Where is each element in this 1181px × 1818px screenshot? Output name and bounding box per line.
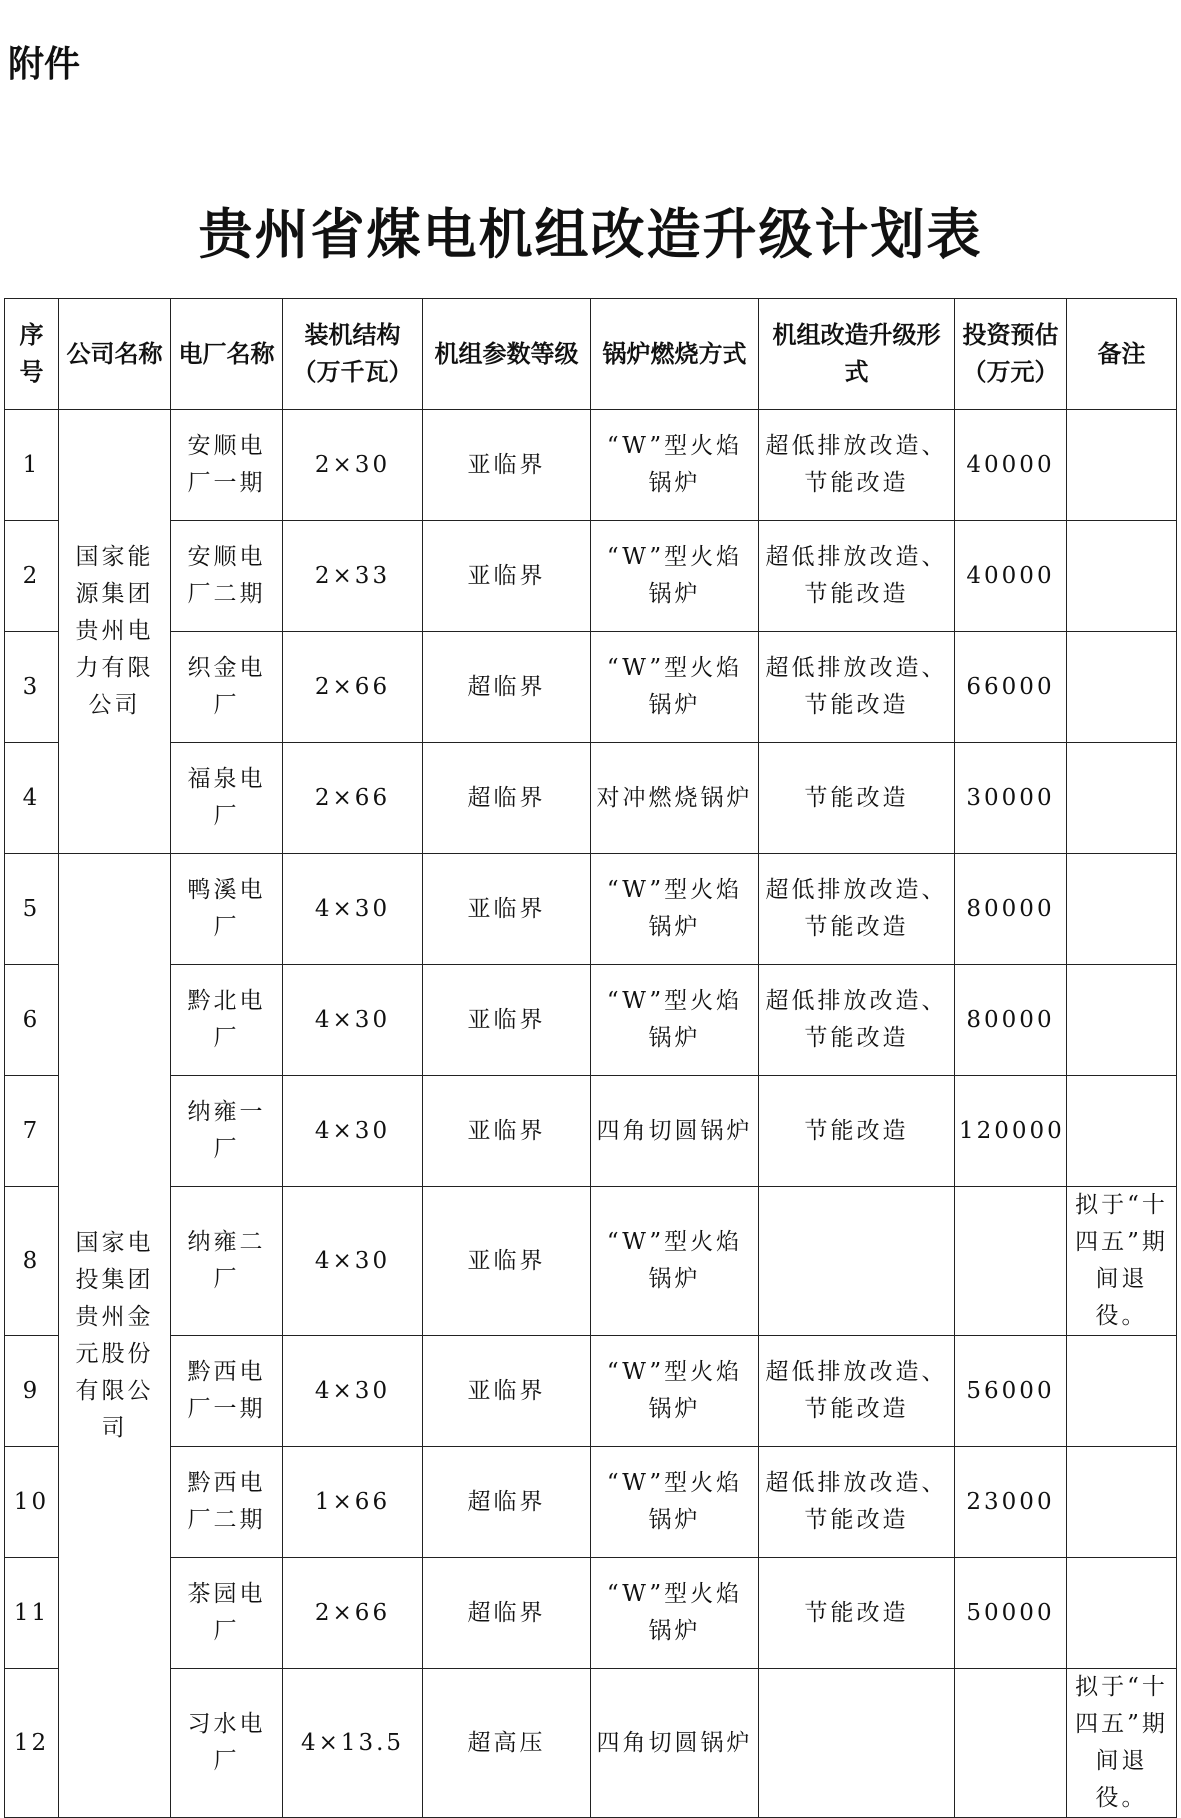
- cell-invest: 80000: [955, 854, 1067, 965]
- cell-boiler: “W”型火焰锅炉: [591, 632, 759, 743]
- cell-invest: 23000: [955, 1447, 1067, 1558]
- table-row: [5, 854, 1177, 965]
- cell-upgrade: 节能改造: [759, 743, 955, 854]
- cell-invest: 56000: [955, 1336, 1067, 1447]
- cell-note: [1067, 410, 1177, 521]
- table-row: [5, 521, 1177, 632]
- cell-capacity: 2×66: [283, 632, 423, 743]
- cell-boiler: “W”型火焰锅炉: [591, 1187, 759, 1336]
- header-row: [5, 299, 1177, 410]
- table-row: [5, 1669, 1177, 1818]
- cell-boiler: “W”型火焰锅炉: [591, 854, 759, 965]
- cell-param: 超临界: [423, 1447, 591, 1558]
- cell-upgrade: 超低排放改造、节能改造: [759, 854, 955, 965]
- cell-note: [1067, 521, 1177, 632]
- cell-param: 超高压: [423, 1669, 591, 1818]
- plan-table: [4, 298, 1177, 1818]
- cell-plant: 黔西电厂二期: [171, 1447, 283, 1558]
- header-plant: 电厂名称: [171, 299, 283, 410]
- cell-boiler: “W”型火焰锅炉: [591, 1558, 759, 1669]
- cell-boiler: “W”型火焰锅炉: [591, 1447, 759, 1558]
- cell-invest: 66000: [955, 632, 1067, 743]
- cell-seq: 4: [5, 743, 59, 854]
- cell-upgrade: 超低排放改造、节能改造: [759, 632, 955, 743]
- cell-note: [1067, 1447, 1177, 1558]
- cell-param: 超临界: [423, 743, 591, 854]
- cell-note: [1067, 743, 1177, 854]
- cell-plant: 安顺电厂一期: [171, 410, 283, 521]
- cell-capacity: 2×66: [283, 743, 423, 854]
- cell-invest: 30000: [955, 743, 1067, 854]
- header-capacity: 装机结构（万千瓦）: [283, 299, 423, 410]
- cell-capacity: 2×33: [283, 521, 423, 632]
- cell-company: 国家电投集团贵州金元股份有限公司: [59, 854, 171, 1818]
- cell-seq: 8: [5, 1187, 59, 1336]
- cell-boiler: “W”型火焰锅炉: [591, 965, 759, 1076]
- cell-invest: 40000: [955, 521, 1067, 632]
- cell-note: 拟于“十四五”期间退役。: [1067, 1669, 1177, 1818]
- table-row: [5, 1558, 1177, 1669]
- header-upgrade: 机组改造升级形式: [759, 299, 955, 410]
- cell-capacity: 4×30: [283, 1076, 423, 1187]
- cell-seq: 1: [5, 410, 59, 521]
- cell-plant: 福泉电厂: [171, 743, 283, 854]
- cell-invest: [955, 1187, 1067, 1336]
- cell-invest: 80000: [955, 965, 1067, 1076]
- cell-plant: 纳雍二厂: [171, 1187, 283, 1336]
- cell-seq: 5: [5, 854, 59, 965]
- cell-plant: 茶园电厂: [171, 1558, 283, 1669]
- cell-note: [1067, 632, 1177, 743]
- cell-capacity: 4×13.5: [283, 1669, 423, 1818]
- table-row: [5, 965, 1177, 1076]
- cell-note: [1067, 854, 1177, 965]
- cell-plant: 织金电厂: [171, 632, 283, 743]
- cell-upgrade: [759, 1187, 955, 1336]
- page-title: 贵州省煤电机组改造升级计划表: [198, 202, 983, 266]
- cell-upgrade: 节能改造: [759, 1076, 955, 1187]
- cell-company: 国家能源集团贵州电力有限公司: [59, 410, 171, 854]
- cell-upgrade: 超低排放改造、节能改造: [759, 521, 955, 632]
- cell-boiler: “W”型火焰锅炉: [591, 1336, 759, 1447]
- cell-boiler: “W”型火焰锅炉: [591, 521, 759, 632]
- cell-note: [1067, 1336, 1177, 1447]
- cell-param: 亚临界: [423, 1336, 591, 1447]
- cell-capacity: 1×66: [283, 1447, 423, 1558]
- cell-param: 亚临界: [423, 1187, 591, 1336]
- cell-upgrade: 超低排放改造、节能改造: [759, 410, 955, 521]
- cell-note: [1067, 1076, 1177, 1187]
- cell-capacity: 4×30: [283, 965, 423, 1076]
- cell-upgrade: 节能改造: [759, 1558, 955, 1669]
- cell-plant: 习水电厂: [171, 1669, 283, 1818]
- table-row: [5, 410, 1177, 521]
- cell-param: 亚临界: [423, 521, 591, 632]
- cell-seq: 2: [5, 521, 59, 632]
- cell-param: 亚临界: [423, 1076, 591, 1187]
- table-row: [5, 743, 1177, 854]
- cell-invest: 50000: [955, 1558, 1067, 1669]
- cell-boiler: 四角切圆锅炉: [591, 1669, 759, 1818]
- header-note: 备注: [1067, 299, 1177, 410]
- cell-plant: 鸭溪电厂: [171, 854, 283, 965]
- table-row: [5, 1447, 1177, 1558]
- cell-seq: 12: [5, 1669, 59, 1818]
- cell-invest: 40000: [955, 410, 1067, 521]
- cell-upgrade: [759, 1669, 955, 1818]
- attachment-label: 附件: [8, 44, 81, 85]
- cell-param: 超临界: [423, 1558, 591, 1669]
- cell-seq: 11: [5, 1558, 59, 1669]
- header-seq: 序号: [5, 299, 59, 410]
- cell-boiler: 四角切圆锅炉: [591, 1076, 759, 1187]
- cell-note: [1067, 965, 1177, 1076]
- header-company: 公司名称: [59, 299, 171, 410]
- cell-upgrade: 超低排放改造、节能改造: [759, 1447, 955, 1558]
- cell-boiler: 对冲燃烧锅炉: [591, 743, 759, 854]
- cell-plant: 纳雍一厂: [171, 1076, 283, 1187]
- cell-seq: 3: [5, 632, 59, 743]
- table-row: [5, 1187, 1177, 1336]
- cell-upgrade: 超低排放改造、节能改造: [759, 1336, 955, 1447]
- cell-param: 亚临界: [423, 854, 591, 965]
- cell-capacity: 4×30: [283, 1336, 423, 1447]
- header-param: 机组参数等级: [423, 299, 591, 410]
- cell-plant: 黔北电厂: [171, 965, 283, 1076]
- cell-param: 亚临界: [423, 410, 591, 521]
- cell-plant: 黔西电厂一期: [171, 1336, 283, 1447]
- table-row: [5, 632, 1177, 743]
- cell-note: [1067, 1558, 1177, 1669]
- cell-seq: 10: [5, 1447, 59, 1558]
- cell-seq: 9: [5, 1336, 59, 1447]
- cell-capacity: 2×30: [283, 410, 423, 521]
- cell-note: 拟于“十四五”期间退役。: [1067, 1187, 1177, 1336]
- cell-capacity: 4×30: [283, 1187, 423, 1336]
- header-boiler: 锅炉燃烧方式: [591, 299, 759, 410]
- header-invest: 投资预估（万元）: [955, 299, 1067, 410]
- cell-invest: [955, 1669, 1067, 1818]
- cell-param: 亚临界: [423, 965, 591, 1076]
- table-row: [5, 1336, 1177, 1447]
- table-row: [5, 1076, 1177, 1187]
- cell-plant: 安顺电厂二期: [171, 521, 283, 632]
- cell-invest: 120000: [955, 1076, 1067, 1187]
- cell-boiler: “W”型火焰锅炉: [591, 410, 759, 521]
- cell-seq: 7: [5, 1076, 59, 1187]
- cell-capacity: 4×30: [283, 854, 423, 965]
- cell-param: 超临界: [423, 632, 591, 743]
- cell-upgrade: 超低排放改造、节能改造: [759, 965, 955, 1076]
- cell-seq: 6: [5, 965, 59, 1076]
- cell-capacity: 2×66: [283, 1558, 423, 1669]
